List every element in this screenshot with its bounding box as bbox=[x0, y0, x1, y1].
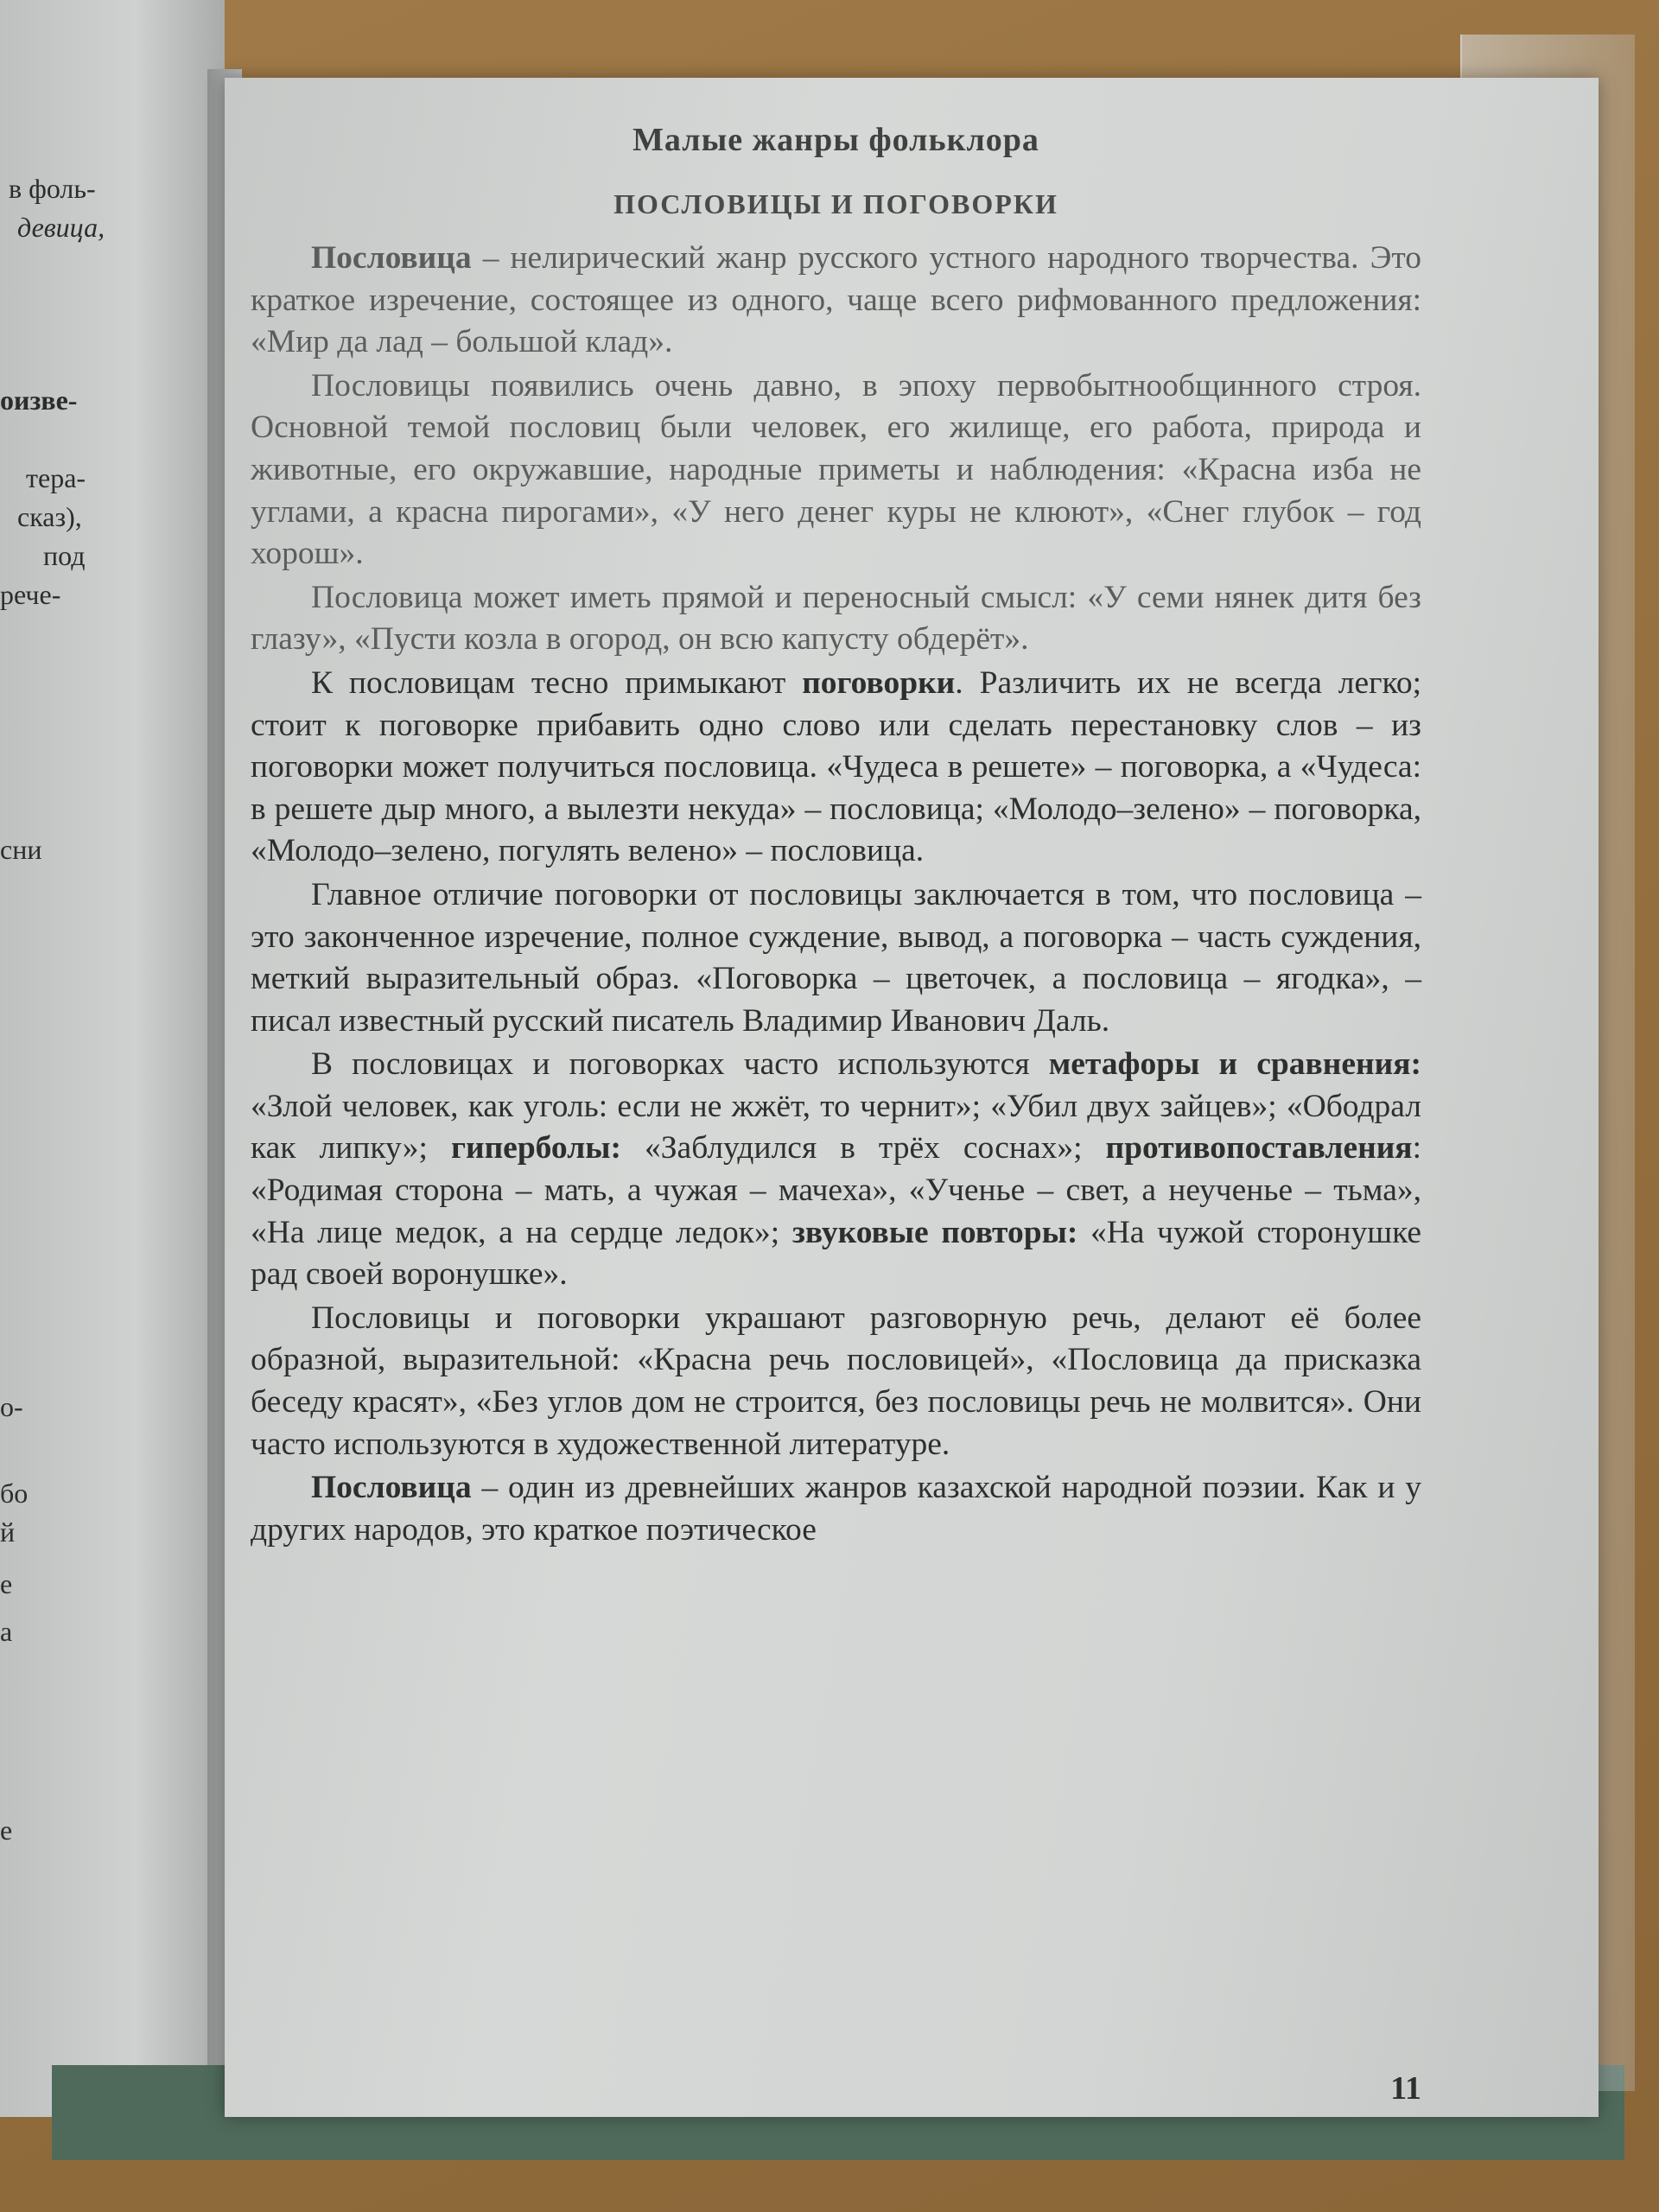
paragraph-devices bbox=[251, 1044, 1421, 1296]
section-heading: ПОСЛОВИЦЫ И ПОГОВОРКИ bbox=[613, 188, 1058, 219]
paragraph-text: «На чужой сторонушке рад своей воронушке». bbox=[251, 1214, 1421, 1293]
left-page-text-fragment: е bbox=[0, 1568, 13, 1599]
paragraph-meaning: Пословица может иметь прямой и переносный смысл: «У семи нянек дитя без глазу», «Пусти козла в огород, он всю капусту обдерёт». bbox=[251, 579, 1421, 658]
page-content bbox=[251, 121, 1422, 2107]
term-bold: поговорки bbox=[802, 664, 956, 701]
paragraph-definition bbox=[251, 238, 1421, 364]
left-page-text-fragment: бо bbox=[0, 1478, 29, 1509]
paragraph-origin: Пословицы появились очень давно, в эпоху первобытнообщинного строя. Основной темой пословиц были человек, его жилище, его работа, природа и животные, его окружавшие, народные приметы и наблюдения: «Красна изба не углами, а красна пирогами», «У него денег куры не клюют», «Снег глубок – год хорош». bbox=[251, 367, 1421, 572]
paragraph-text: – один из древнейших жанров казахской народной поэзии. Как и у других народов, это краткое поэтическое bbox=[251, 1470, 1421, 1548]
paragraph-text: . Различить их не всегда легко; стоит к поговорке прибавить одно слово или сделать перестановку слов – из поговорки может получиться пословица. «Чудеса в решете» – поговорка, а «Чудеса: в решете дыр много, а вылезти некуда» – пословица; «Молодо–зелено» – поговорка, «Молодо–зелено, погулять велено» – пословица. bbox=[251, 664, 1421, 869]
paragraph-text: : «Родимая сторона – мать, а чужая – мачеха», «Ученье – свет, а неученье – тьма», «На лице медок, а на сердце ледок»; bbox=[251, 1130, 1422, 1250]
paragraph-text: «Заблудился в трёх соснах»; bbox=[621, 1130, 1106, 1166]
left-page-text-fragment: под bbox=[43, 540, 86, 571]
paragraph-text: В пословицах и поговорках часто используются bbox=[311, 1046, 1049, 1083]
left-page-text-fragment: тера- bbox=[26, 462, 86, 493]
term-bold: Пословица bbox=[311, 1470, 472, 1506]
paragraph-text: К пословицам тесно примыкают bbox=[311, 664, 803, 701]
left-page-text-fragment: рече- bbox=[0, 579, 61, 610]
paragraph-difference: Главное отличие поговорки от пословицы заключается в том, что пословица – это законченное изречение, полное суждение, вывод, а поговорка – часть суждения, меткий выразительный образ. «Поговорка – цветочек, а пословица – ягодка», – писал известный русский писатель Владимир Иванович Даль. bbox=[251, 876, 1421, 1039]
left-page-text-fragment: оизве- bbox=[0, 385, 78, 416]
left-page-text-fragment: девица, bbox=[17, 212, 105, 243]
left-page-text-fragment: о- bbox=[0, 1391, 23, 1422]
left-page-text-fragment: в фоль- bbox=[9, 173, 96, 204]
left-page bbox=[0, 0, 225, 2117]
paragraph-usage: Пословицы и поговорки украшают разговорную речь, делают её более образной, выразительной: «Красна речь пословицей», «Пословица да присказка беседу красят», «Без углов дом не строится, без пословицы речь не молвится». Они часто используются в художественной литературе. bbox=[251, 1300, 1421, 1462]
page-title: Малые жанры фольклора bbox=[632, 122, 1039, 158]
left-page-text-fragment: е bbox=[0, 1815, 13, 1846]
term-bold: звуковые повторы: bbox=[791, 1214, 1078, 1250]
paragraph-sayings bbox=[251, 663, 1421, 873]
paragraph-text: «Злой человек, как уголь: если не жжёт, то чернит»; «Убил двух зайцев»; «Ободрал как липку»; bbox=[251, 1088, 1421, 1166]
left-page-text-fragment: сни bbox=[0, 834, 42, 865]
term-bold: гиперболы: bbox=[450, 1130, 621, 1166]
left-page-text-fragment: сказ), bbox=[17, 501, 82, 532]
left-page-text-fragment: й bbox=[0, 1516, 16, 1548]
term-bold: противопоставления bbox=[1105, 1130, 1413, 1166]
right-page bbox=[225, 78, 1599, 2117]
term-bold: Пословица bbox=[311, 240, 472, 276]
paragraph-kazakh bbox=[251, 1467, 1421, 1551]
paragraph-text: – нелирический жанр русского устного народного творчества. Это краткое изречение, состоящее из одного, чаще всего рифмованного предложения: «Мир да лад – большой клад». bbox=[251, 240, 1421, 360]
left-page-text-fragment: а bbox=[0, 1616, 13, 1647]
page-number: 11 bbox=[1390, 2070, 1421, 2107]
term-bold: метафоры и сравнения: bbox=[1048, 1046, 1421, 1083]
